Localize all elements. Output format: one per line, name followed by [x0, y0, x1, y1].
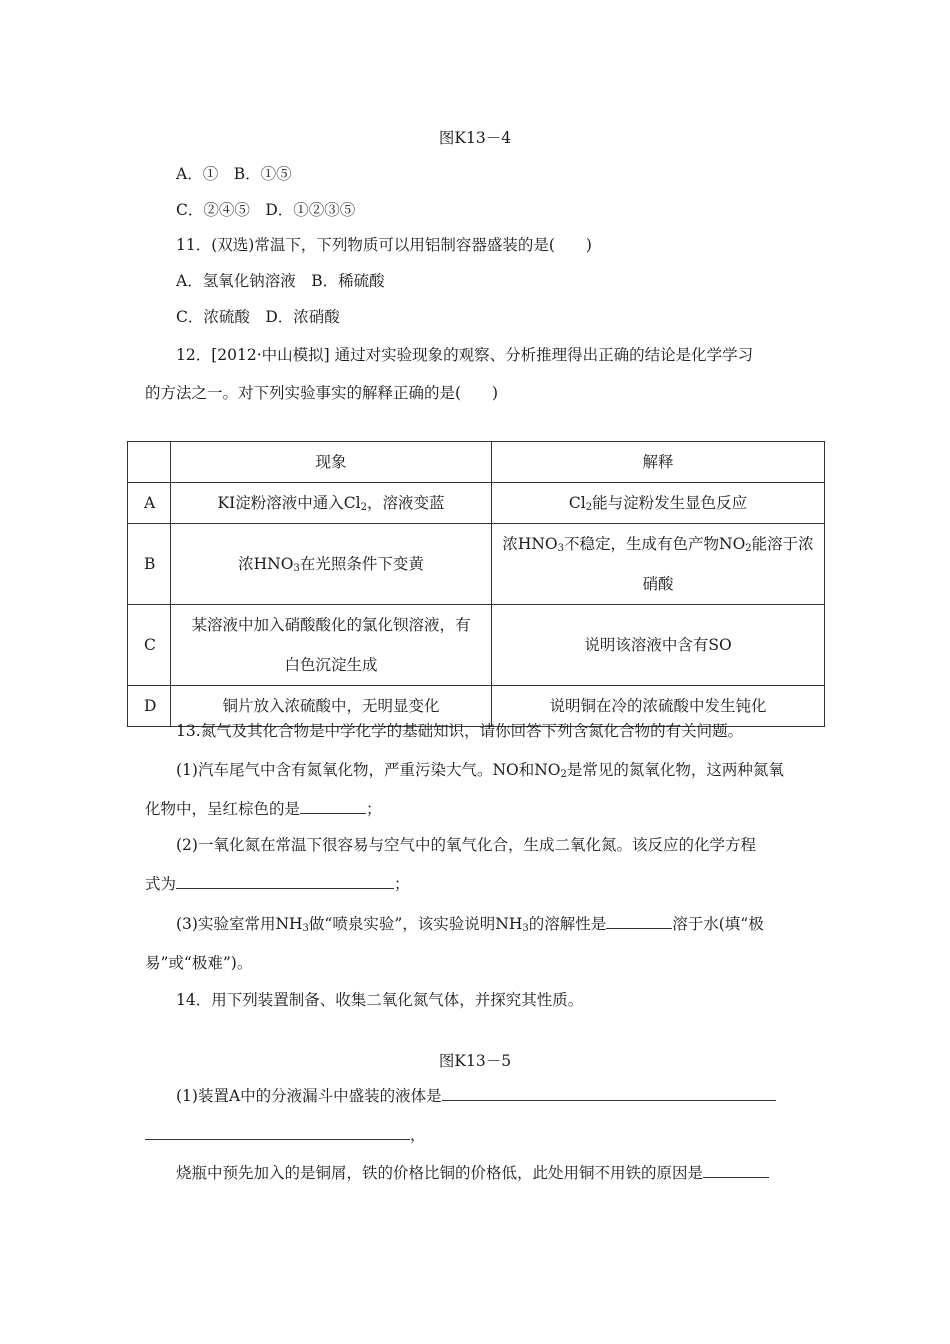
table-header-phenomenon: 现象 [171, 442, 492, 483]
q13-part1-line2: 化物中，呈红棕色的是 ； [145, 800, 382, 818]
q11-stem: 11．(双选)常温下，下列物质可以用铝制容器盛装的是( ) [176, 236, 592, 254]
q13-part3-line1: (3)实验室常用$NH_3$做“喷泉实验”，该实验说明$NH_3$的溶解性是 溶于水(填“极 [176, 915, 764, 934]
row-c-explanation: 说明该溶液中含有SO [492, 605, 825, 686]
q13-part3-line2: 易”或“极难”)。 [145, 954, 253, 972]
row-b-phenomenon: 浓$HNO_3$在光照条件下变黄 [171, 524, 492, 605]
figure-caption-k13-5: 图K13－5 [438, 1052, 512, 1070]
q10-options-cd: C．②④⑤ D．①②③⑤ [176, 201, 356, 219]
q13-part2-line1: (2)一氧化氮在常温下很容易与空气中的氧气化合，生成二氧化氮。该反应的化学方程 [176, 836, 756, 854]
table-header-row [128, 442, 825, 483]
table-header-empty [128, 442, 171, 483]
answer-blank[interactable] [606, 914, 672, 929]
q14-part1-line2: ， [145, 1125, 426, 1145]
row-d-explanation: 说明铜在冷的浓硫酸中发生钝化 [492, 686, 825, 727]
q10-options-ab: A．① B．①⑤ [176, 165, 292, 183]
q14-part1-line1: (1)装置A中的分液漏斗中盛装的液体是 [176, 1086, 776, 1106]
q11-options-ab: A．氢氧化钠溶液 B．稀硫酸 [176, 272, 385, 290]
answer-blank[interactable] [703, 1163, 769, 1178]
q14-part1-line3: 烧瓶中预先加入的是铜屑，铁的价格比铜的价格低，此处用铜不用铁的原因是 [176, 1163, 769, 1183]
row-a-explanation: $Cl_2$能与淀粉发生显色反应 [492, 483, 825, 524]
q13-part1-line1: (1)汽车尾气中含有氮氧化物，严重污染大气。NO和$NO_2$是常见的氮氧化物，这两种氮氧 [176, 761, 784, 780]
answer-blank[interactable] [176, 874, 394, 889]
q12-table [127, 441, 825, 727]
row-b-explanation: 浓$HNO_3$不稳定，生成有色产物$NO_2$能溶于浓 硝酸 [492, 524, 825, 605]
table-row [128, 605, 825, 686]
answer-blank[interactable] [300, 799, 366, 814]
q14-stem: 14．用下列装置制备、收集二氧化氮气体，并探究其性质。 [176, 991, 584, 1009]
row-label-a: A [128, 483, 171, 524]
q12-stem-line1: 12．[2012·中山模拟] 通过对实验现象的观察、分析推理得出正确的结论是化学学习 [176, 346, 754, 364]
row-a-phenomenon: KI淀粉溶液中通入$Cl_2$，溶液变蓝 [171, 483, 492, 524]
table-row [128, 483, 825, 524]
q13-stem: 13.氮气及其化合物是中学化学的基础知识，请你回答下列含氮化合物的有关问题。 [176, 722, 744, 740]
row-label-c: C [128, 605, 171, 686]
row-c-phenomenon: 某溶液中加入硝酸酸化的氯化钡溶液，有 白色沉淀生成 [171, 605, 492, 686]
figure-caption-k13-4: 图K13－4 [438, 129, 512, 147]
row-d-phenomenon: 铜片放入浓硫酸中，无明显变化 [171, 686, 492, 727]
q13-part2-line2: 式为 ； [145, 875, 410, 893]
row-label-d: D [128, 686, 171, 727]
q11-options-cd: C．浓硫酸 D．浓硝酸 [176, 308, 340, 326]
answer-blank[interactable] [145, 1125, 410, 1140]
answer-blank[interactable] [442, 1086, 776, 1101]
table-header-explanation: 解释 [492, 442, 825, 483]
row-label-b: B [128, 524, 171, 605]
table-row [128, 524, 825, 605]
q12-stem-line2: 的方法之一。对下列实验事实的解释正确的是( ) [145, 384, 499, 402]
